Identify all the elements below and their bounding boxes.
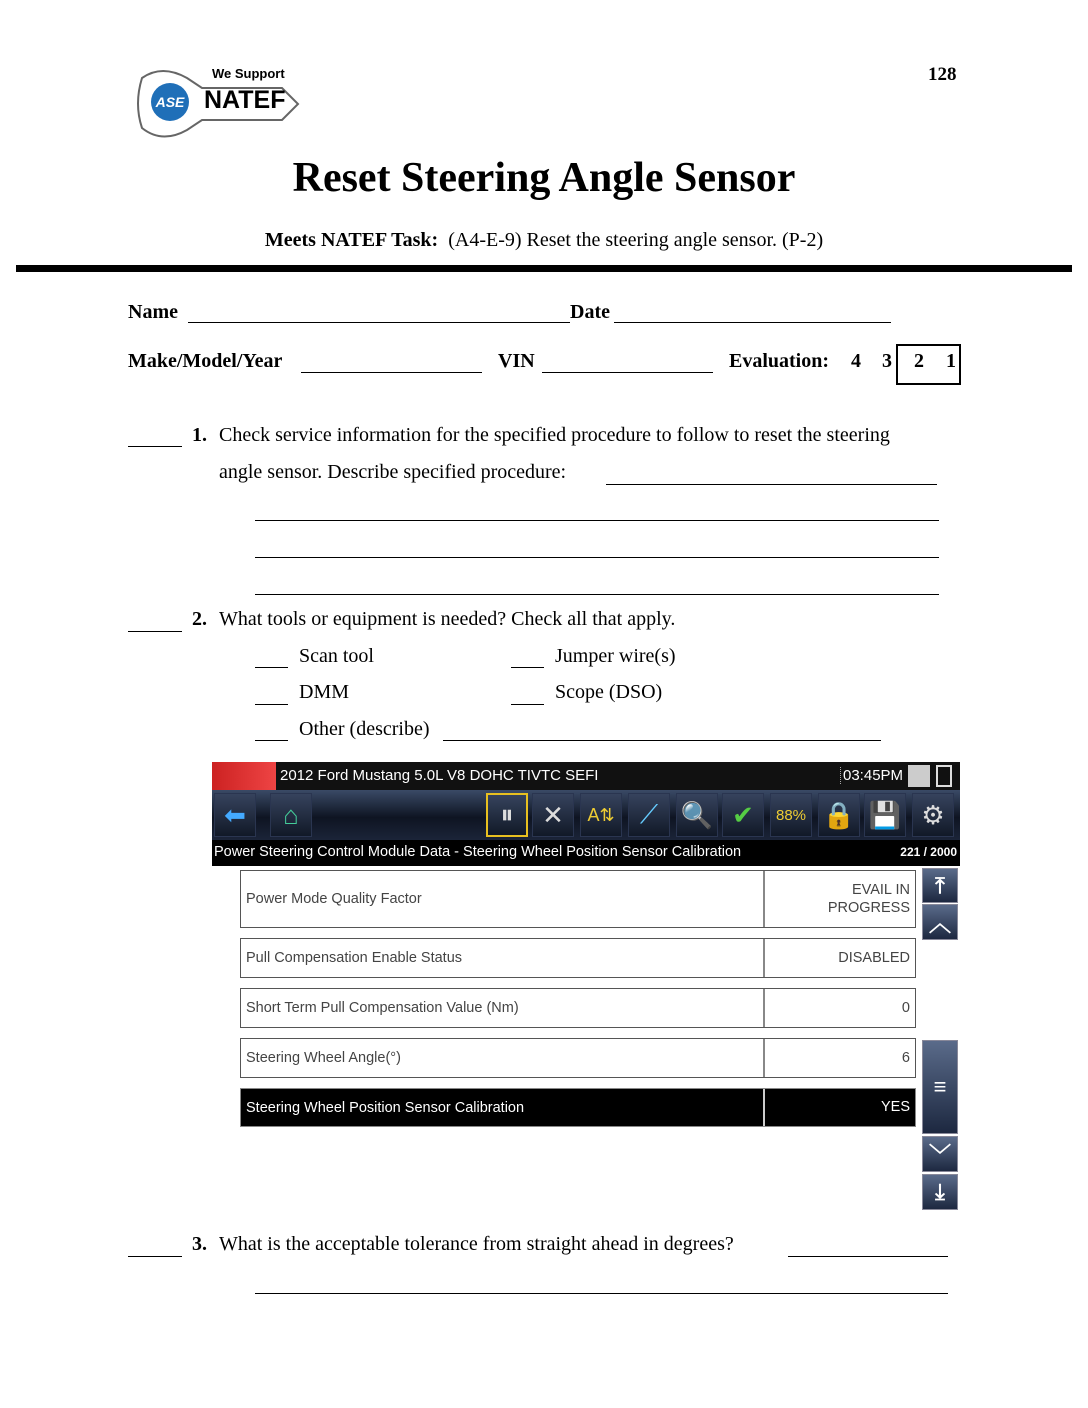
score-4[interactable]: 4	[851, 350, 861, 372]
other-describe-line[interactable]	[443, 740, 881, 741]
data-row[interactable]	[240, 1038, 916, 1078]
clock: 03:45PM	[840, 767, 903, 784]
task-text: (A4-E-9) Reset the steering angle sensor. (P-2)	[448, 229, 824, 251]
vehicle-title: 2012 Ford Mustang 5.0L V8 DOHC TIVTC SEFI	[280, 767, 599, 784]
sort-icon[interactable]: A⇅	[580, 793, 622, 837]
row-label: Steering Wheel Position Sensor Calibration	[241, 1089, 765, 1126]
ase-badge: ASE	[155, 94, 185, 110]
row-value: 0	[901, 999, 910, 1016]
vin-label: VIN	[498, 350, 535, 372]
q1-answer-line[interactable]	[255, 594, 939, 595]
row-value-line1: EVAIL IN	[851, 881, 910, 898]
row-value: YES	[880, 1099, 910, 1116]
percent-icon[interactable]: 88%	[770, 793, 812, 837]
battery-icon	[936, 765, 952, 787]
q2-text: What tools or equipment is needed? Check all that apply.	[219, 608, 676, 630]
logo-main-text: NATEF	[204, 86, 286, 114]
pause-icon[interactable]: ⏸	[486, 793, 528, 837]
q3-text: What is the acceptable tolerance from straight ahead in degrees?	[219, 1233, 734, 1255]
scroll-top-icon[interactable]: ⤒	[922, 868, 958, 903]
row-value: 6	[901, 1049, 910, 1066]
evaluation-label: Evaluation:	[729, 350, 830, 372]
gear-icon[interactable]: ⚙	[912, 793, 954, 837]
row-label: Power Mode Quality Factor	[241, 871, 765, 927]
screen-title-bar	[212, 840, 960, 866]
q1-text: Check service information for the specified procedure to follow to reset the steering	[219, 424, 890, 446]
q3-answer-line[interactable]	[788, 1256, 948, 1257]
option-checkbox[interactable]	[255, 667, 288, 668]
q1-check-blank[interactable]	[128, 446, 182, 447]
q1-answer-line[interactable]	[255, 557, 939, 558]
natef-logo	[132, 62, 302, 144]
option-jumper-wires: Jumper wire(s)	[555, 645, 676, 667]
connection-icon	[908, 765, 930, 787]
make-label: Make/Model/Year	[128, 350, 283, 372]
logo-top-text: We Support	[212, 66, 285, 81]
scrollbar-thumb[interactable]: ≡	[922, 1040, 958, 1134]
q1-text-2: angle sensor. Describe specified procedure:	[219, 461, 567, 483]
name-label: Name	[128, 301, 178, 323]
scan-tool-screenshot	[212, 762, 960, 1212]
q3-number: 3.	[192, 1233, 207, 1255]
lock-icon[interactable]: 🔒	[818, 793, 860, 837]
row-value	[765, 871, 915, 927]
scroll-down-icon[interactable]: ﹀	[922, 1136, 958, 1172]
option-scope: Scope (DSO)	[555, 681, 663, 703]
q1-number: 1.	[192, 424, 207, 446]
page-title: Reset Steering Angle Sensor	[292, 155, 796, 201]
subtitle	[0, 229, 1088, 252]
vehicle-icon	[212, 762, 276, 790]
graph-icon[interactable]: ⟋	[628, 793, 670, 837]
date-label: Date	[570, 301, 610, 323]
score-1[interactable]: 1	[946, 350, 956, 372]
save-icon[interactable]: 💾	[864, 793, 906, 837]
vin-field[interactable]	[542, 372, 713, 373]
record-counter: 221 / 2000	[900, 845, 957, 859]
data-row[interactable]	[240, 870, 916, 928]
make-field[interactable]	[301, 372, 482, 373]
score-2[interactable]: 2	[914, 350, 924, 372]
option-checkbox[interactable]	[511, 667, 544, 668]
date-field[interactable]	[614, 322, 891, 323]
data-row-selected[interactable]	[240, 1088, 916, 1127]
q3-answer-line[interactable]	[255, 1293, 948, 1294]
row-label: Short Term Pull Compensation Value (Nm)	[241, 989, 765, 1027]
option-checkbox[interactable]	[511, 704, 544, 705]
option-other: Other (describe)	[299, 718, 430, 740]
scroll-up-icon[interactable]: ︿	[922, 904, 958, 940]
row-label: Steering Wheel Angle(°)	[241, 1039, 765, 1077]
name-field[interactable]	[188, 322, 570, 323]
back-icon[interactable]: ⬅	[214, 793, 256, 837]
option-dmm: DMM	[299, 681, 350, 703]
divider	[16, 265, 1072, 272]
score-3[interactable]: 3	[882, 350, 892, 372]
data-row[interactable]	[240, 988, 916, 1028]
check-icon[interactable]: ✔	[722, 793, 764, 837]
q1-answer-line[interactable]	[255, 520, 939, 521]
option-checkbox[interactable]	[255, 740, 288, 741]
q2-number: 2.	[192, 608, 207, 630]
page-number: 128	[928, 64, 957, 85]
row-value-line2: PROGRESS	[827, 900, 910, 916]
task-label: Meets NATEF Task:	[264, 229, 439, 251]
data-row[interactable]	[240, 938, 916, 978]
q2-check-blank[interactable]	[128, 631, 182, 632]
screen-title: Power Steering Control Module Data - Steering Wheel Position Sensor Calibration	[214, 844, 742, 860]
clear-icon[interactable]: ✕	[532, 793, 574, 837]
zoom-icon[interactable]: 🔍	[676, 793, 718, 837]
q3-check-blank[interactable]	[128, 1256, 182, 1257]
home-icon[interactable]: ⌂	[270, 793, 312, 837]
scroll-bottom-icon[interactable]: ⤓	[922, 1174, 958, 1210]
q1-answer-line[interactable]	[606, 484, 937, 485]
toolbar	[212, 790, 960, 840]
option-scan-tool: Scan tool	[299, 645, 374, 667]
scan-header	[212, 762, 960, 790]
row-value: DISABLED	[838, 949, 910, 966]
row-label: Pull Compensation Enable Status	[241, 939, 765, 977]
option-checkbox[interactable]	[255, 704, 288, 705]
